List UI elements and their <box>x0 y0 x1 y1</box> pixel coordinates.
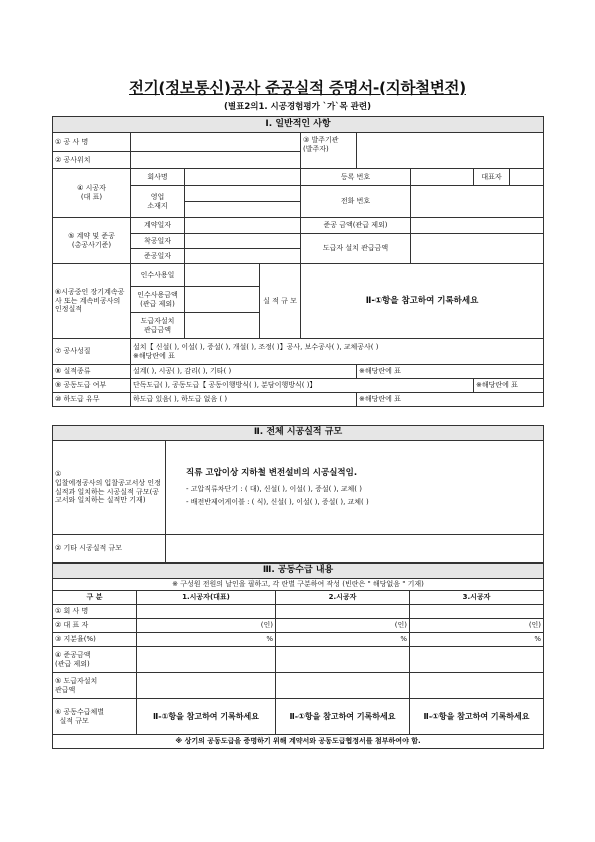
subcontract-options[interactable]: 하도급 있음( ), 하도급 없음 ( ) <box>131 393 357 407</box>
office-address-label: 영업 소재지 <box>131 186 185 218</box>
other-performance-label: ② 기타 시공실적 규모 <box>53 535 166 563</box>
done-date-label: 준공일자 <box>131 249 185 264</box>
contractor-supplied-cell-2[interactable] <box>276 673 410 699</box>
contract-date-label: 계약일자 <box>131 218 185 234</box>
completion-amount-label: 준공 금액(관급 제외) <box>301 218 411 234</box>
row-label-completion-amount: ④ 준공금액 (관급 제외) <box>53 647 137 673</box>
handover-amount-label: 인수사용금액 (관급 제외) <box>131 287 185 313</box>
joint-scale-cell-1[interactable]: Ⅱ-①항을 참고하여 기록하세요 <box>137 699 276 735</box>
other-performance-field[interactable] <box>166 535 544 563</box>
ceo-field[interactable] <box>510 169 544 186</box>
supplied-amount-field[interactable] <box>411 234 544 264</box>
contractor-label: ④ 시공자 (대 표) <box>53 169 131 218</box>
section-2-title: Ⅱ. 전체 시공실적 규모 <box>53 426 544 441</box>
matching-performance-label: ① 입찰에정공사의 입찰공고서상 인정실적과 일치하는 시공실적 규모(공고서와 일치하는 실적만 기재) <box>53 441 166 535</box>
joint-contract-options[interactable]: 단독도급( ), 공동도급【 공동이행방식( ), 분담이행방식( )】 <box>131 379 474 393</box>
document-title: 전기(정보통신)공사 준공실적 증명서-(지하철변전) <box>129 79 466 97</box>
project-name-label: ① 공 사 명 <box>53 133 131 152</box>
section-3-note: ※ 구성원 전원의 날인을 필하고, 각 란별 구분하여 작성 (빈란은 " 해당없음 " 기재) <box>53 579 544 591</box>
handover-date-field[interactable] <box>185 264 260 287</box>
hv-dc-breaker-line: - 고압직류차단기 : ( 대), 신설( ), 이설( ), 증설( ), 교체( ) <box>186 485 362 494</box>
project-location-field[interactable] <box>131 152 301 169</box>
subcontract-label: ⑩ 하도급 유무 <box>53 393 131 407</box>
client-label: ③ 발주기관 (발주자) <box>301 133 357 169</box>
subcontract-note: ※해당란에 표 <box>357 393 544 407</box>
completion-amount-cell-3[interactable] <box>410 647 544 673</box>
share-cell-2[interactable]: % <box>276 633 410 647</box>
start-date-label: 착공일자 <box>131 234 185 249</box>
section-3-title: Ⅲ. 공동수급 내용 <box>53 564 544 579</box>
representative-cell-1[interactable]: (인) <box>137 619 276 633</box>
office-address-field[interactable] <box>185 186 301 202</box>
performance-type-options[interactable]: 설계( ), 시공( ), 감리( ), 기타( ) <box>131 365 357 379</box>
start-date-field[interactable] <box>185 234 301 249</box>
contract-date-field[interactable] <box>185 218 301 234</box>
work-nature-label: ⑦ 공사성질 <box>53 339 131 365</box>
general-info-table <box>52 116 544 407</box>
company-cell-3[interactable] <box>410 605 544 619</box>
joint-contract-table <box>52 563 544 749</box>
company-name-field[interactable] <box>185 169 301 186</box>
footer-note: ※ 상기의 공동도급을 증명하기 위해 계약서와 공동도급협정서를 첨부하여야 함. <box>53 735 544 749</box>
contractor-supplied-field[interactable] <box>185 313 260 339</box>
joint-scale-cell-2[interactable]: Ⅱ-①항을 참고하여 기록하세요 <box>276 699 410 735</box>
row-label-representative: ② 대 표 자 <box>53 619 137 633</box>
row-label-joint-scale: ⑥ 공동수급체별 실적 규모 <box>53 699 137 735</box>
document-subtitle: (별표2의1. 시공경험평가 `가`목 관련) <box>224 102 371 112</box>
joint-contract-label: ⑨ 공동도급 여부 <box>53 379 131 393</box>
joint-scale-cell-3[interactable]: Ⅱ-①항을 참고하여 기록하세요 <box>410 699 544 735</box>
performance-type-label: ⑧ 실적종류 <box>53 365 131 379</box>
row-label-contractor-supplied: ⑤ 도급자설치 관급액 <box>53 673 137 699</box>
column-header-contractor-2: 2.시공자 <box>276 591 410 605</box>
client-field[interactable] <box>357 133 544 169</box>
contractor-supplied-label: 도급자설치 관급금액 <box>131 313 185 339</box>
row-label-company: ① 회 사 명 <box>53 605 137 619</box>
share-cell-1[interactable]: % <box>137 633 276 647</box>
share-cell-3[interactable]: % <box>410 633 544 647</box>
contract-completion-label: ⑤ 계약 및 준공 (총공사기준) <box>53 218 131 264</box>
performance-type-note: ※해당란에 표 <box>357 365 544 379</box>
phone-label: 전화 번호 <box>301 186 411 218</box>
performance-scale-reference: Ⅱ-①항을 참고하여 기록하세요 <box>301 264 544 339</box>
total-performance-table <box>52 425 544 563</box>
handover-amount-field[interactable] <box>185 287 260 313</box>
control-cable-line: - 배전반제어게이블 : ( 식), 신설( ), 이설( ), 증설( ), 교체( ) <box>186 497 369 506</box>
matching-performance-field[interactable] <box>166 441 544 535</box>
office-address-field-2[interactable] <box>185 202 301 218</box>
column-header-category: 구 분 <box>53 591 137 605</box>
long-term-project-label: ⑥시공중인 장기계속공사 또는 계속비공사의 인정실적 <box>53 264 131 339</box>
row-label-share: ③ 지분율(%) <box>53 633 137 647</box>
matching-performance-main: 직류 고압이상 지하철 변전설비의 시공실적임. <box>186 468 358 479</box>
registration-number-label: 등록 번호 <box>301 169 411 186</box>
column-header-contractor-3: 3.시공자 <box>410 591 544 605</box>
company-cell-2[interactable] <box>276 605 410 619</box>
joint-contract-note: ※해당란에 표 <box>474 379 544 393</box>
contractor-supplied-cell-1[interactable] <box>137 673 276 699</box>
supplied-amount-label: 도급자 설치 관급금액 <box>301 234 411 264</box>
completion-amount-cell-2[interactable] <box>276 647 410 673</box>
performance-scale-label: 실 적 규 모 <box>260 264 301 339</box>
project-location-label: ② 공사위치 <box>53 152 131 169</box>
completion-amount-cell-1[interactable] <box>137 647 276 673</box>
work-nature-options[interactable]: 설치【 신설( ), 이설( ), 증설( ), 개설( ), 조정( )】공사, 보수공사( ), 교체공사( ) ※해당란에 표 <box>131 339 544 365</box>
ceo-label: 대표자 <box>474 169 510 186</box>
project-name-field[interactable] <box>131 133 301 152</box>
phone-field[interactable] <box>411 186 544 218</box>
completion-amount-field[interactable] <box>411 218 544 234</box>
section-1-title: Ⅰ. 일반적인 사항 <box>53 117 544 133</box>
company-cell-1[interactable] <box>137 605 276 619</box>
company-name-label: 회사명 <box>131 169 185 186</box>
handover-date-label: 인수사용일 <box>131 264 185 287</box>
column-header-contractor-1: 1.시공자(대표) <box>137 591 276 605</box>
representative-cell-2[interactable]: (인) <box>276 619 410 633</box>
contractor-supplied-cell-3[interactable] <box>410 673 544 699</box>
representative-cell-3[interactable]: (인) <box>410 619 544 633</box>
done-date-field[interactable] <box>185 249 301 264</box>
registration-number-field[interactable] <box>411 169 474 186</box>
